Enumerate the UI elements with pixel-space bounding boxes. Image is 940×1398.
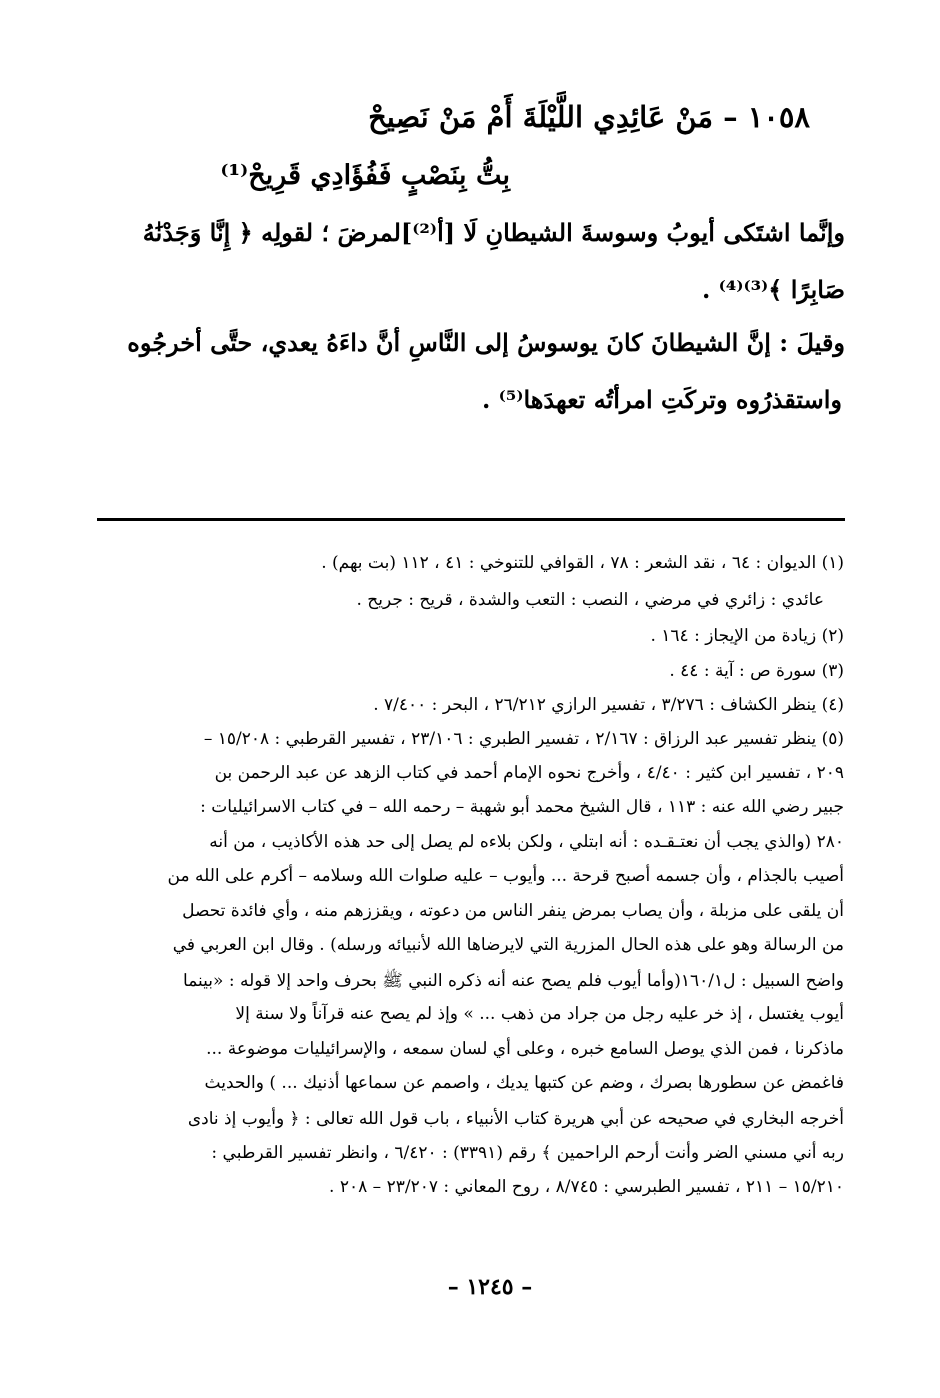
footnote-line: (٤) ينظر الكشاف : ٣/٢٧٦ ، تفسير الرازي ٢٦/٢١٢ ، البحر : ٧/٤٠٠ . — [373, 695, 844, 715]
footnote-line: (١) الديوان : ٦٤ ، نقد الشعر : ٧٨ ، القوافي للتنوخي : ٤١ ، ١١٢ (بت بهم) . — [321, 553, 844, 573]
footnote-line: واضح السبيل : ل١٦٠/١(وأما أيوب فلم يصح عنه أنه ذكره النبي ﷺ بحرف واحد إلا قوله : «بينما — [183, 971, 844, 991]
body-line-4: واستقذرُوه وتركَتِ امرأتُه تعهدَها⁽⁵⁾ . — [481, 385, 842, 414]
footnote-line: ماذكرنا ، فمن الذي يوصل السامع خبره ، وعلى أي لسان سمعه ، والإسرائيليات موضوعة ... — [206, 1039, 844, 1059]
footnote-line: (٢) زيادة من الإيجاز : ١٦٤ . — [650, 626, 844, 646]
footnote-line: ٢٠٩ ، تفسير ابن كثير : ٤/٤٠ ، وأخرج نحوه الإمام أحمد في كتاب الزهد عن عبد الرحمن بن — [214, 763, 844, 783]
footnote-separator — [97, 518, 845, 521]
body-line-3: وقيلَ : إنَّ الشيطانَ كانَ يوسوسُ إلى النَّاسِ أنَّ داءَهُ يعدي، حتَّى أخرجُوه — [127, 328, 845, 357]
footnote-line: أخرجه البخاري في صحيحه عن أبي هريرة كتاب الأنبياء ، باب قول الله تعالى : ﴿ وأيوب إذ نادى — [187, 1109, 844, 1129]
body-line-2: صَابِرًا ﴾⁽³⁾⁽⁴⁾ . — [701, 275, 845, 304]
footnote-line: أن يلقى على مزبلة ، وأن يصاب بمرض ينفر الناس من دعوته ، ويقززهم منه ، وأي فائدة تحصل — [182, 901, 844, 921]
footnote-line: (٥) ينظر تفسير عبد الرزاق : ٢/١٦٧ ، تفسير الطبري : ٢٣/١٠٦ ، تفسير القرطبي : ١٥/٢٠٨ – — [203, 729, 844, 749]
footnote-line: ربه أني مسني الضر وأنت أرحم الراحمين ﴾ رقم (٣٣٩١) : ٦/٤٢٠ ، وانظر تفسير القرطبي : — [211, 1143, 844, 1163]
footnote-line: جبير رضي الله عنه : ١١٣ ، قال الشيخ محمد أبو شهبة – رحمه الله – في كتاب الاسرائيليات : — [200, 797, 844, 817]
footnote-line: عائدي : زائري في مرضي ، النصب : التعب والشدة ، قريح : جريح . — [356, 590, 824, 610]
body-line-1: وإنَّما اشتَكى أيوبُ وسوسةَ الشيطانِ لَا [أ⁽²⁾]لمرضَ ؛ لقولِه ﴿ إِنَّا وَجَدْنَٰهُ — [142, 218, 845, 247]
verse-line-1: ١٠٥٨ – مَنْ عَائِدِي اللَّيْلَةَ أَمْ مَنْ نَصِيحْ — [368, 100, 810, 134]
footnote-line: من الرسالة وهو على هذه الحال المزرية التي لايرضاها الله لأنبيائه ورسله) . وقال ابن العربي في — [172, 935, 844, 955]
footnote-line: أيوب يغتسل ، إذ خر عليه رجل من جراد من ذهب ... » وإذ لم يصح عنه قرآناً ولا سنة إلا — [235, 1004, 844, 1024]
footnote-line: فاغمض عن سطورها بصرك ، وضم عن كتبها يديك ، واصمم عن سماعها أذنيك ... ) والحديث — [204, 1073, 844, 1093]
footnote-line: أصيب بالجذام ، وأن جسمه أصبح قرحة ... وأيوب – عليه صلوات الله وسلامه – أكرم على الله من — [167, 866, 844, 886]
footnote-line: ١٥/٢١٠ – ٢١١ ، تفسير الطبرسي : ٨/٧٤٥ ، روح المعاني : ٢٣/٢٠٧ – ٢٠٨ . — [329, 1177, 844, 1197]
verse-line-2: بِتُّ بِنَصْبٍ فَفُؤَادِي قَرِيحْ⁽¹⁾ — [220, 160, 510, 191]
footnote-line: (٣) سورة ص : آية : ٤٤ . — [669, 661, 844, 681]
page-number: – ١٢٤٥ – — [447, 1274, 533, 1300]
footnote-line: ٢٨٠ (والذي يجب أن نعتـقـده : أنه ابتلي ، ولكن بلاءه لم يصل إلى حد هذه الأكاذيب ، من أنه — [209, 832, 844, 852]
